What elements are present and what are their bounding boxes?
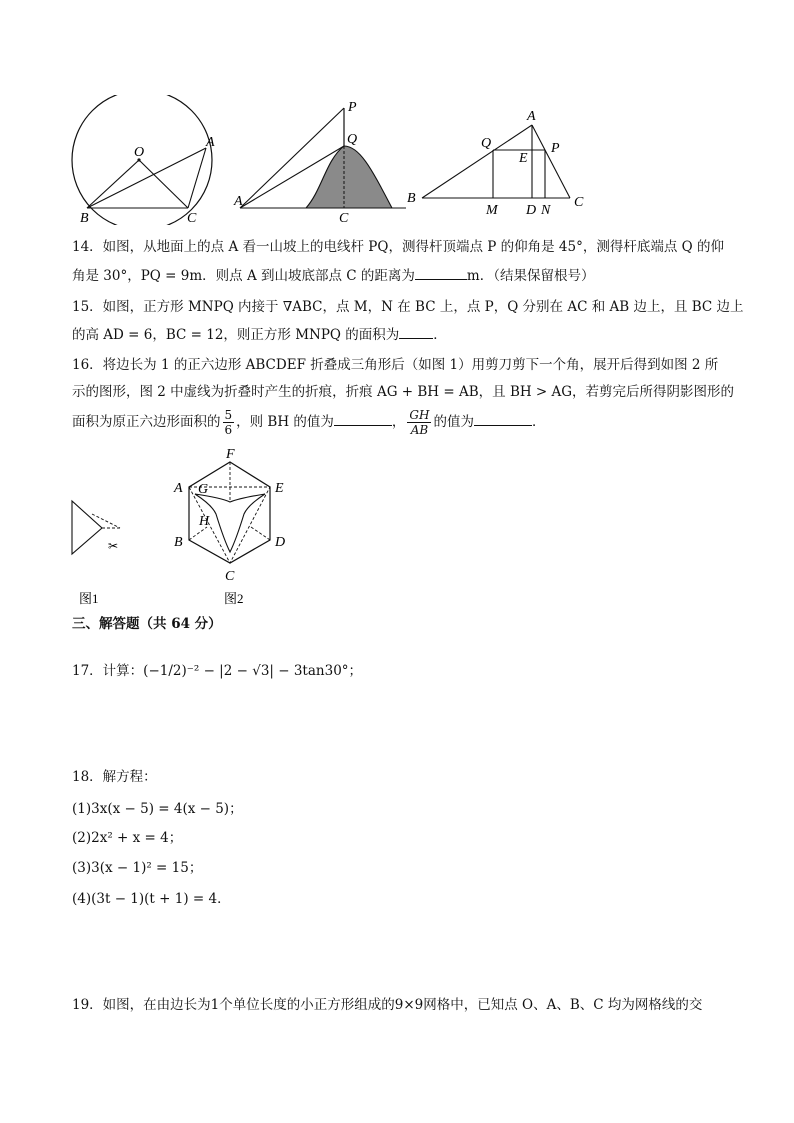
label-d: D — [275, 535, 286, 550]
section3-title: 三、解答题（共 64 分） — [72, 616, 222, 632]
q18-item-2: (2)2x² + x = 4； — [72, 830, 183, 846]
q15-text-b: ． — [433, 327, 447, 343]
label-q: Q — [347, 132, 358, 147]
q16-answer-blank-2[interactable] — [474, 411, 532, 426]
frac2-denominator: AB — [410, 423, 429, 437]
label-p: P — [551, 141, 560, 156]
q14-text-b: m．（结果保留根号） — [466, 268, 595, 284]
label-b: B — [80, 211, 89, 225]
label-h: H — [199, 514, 210, 529]
label-e: E — [519, 151, 528, 166]
q18-item-4: (4)(3t − 1)(t + 1) = 4． — [72, 891, 231, 907]
fraction-gh-ab — [407, 408, 431, 437]
frac2-numerator: GH — [409, 408, 430, 422]
label-c: C — [225, 569, 235, 584]
side-ac — [532, 125, 570, 198]
q18-item-3: (3)3(x − 1)² = 15； — [72, 860, 203, 876]
label-g: G — [198, 482, 209, 497]
q18-title: 18．解方程： — [72, 769, 157, 785]
label-c: C — [187, 211, 197, 225]
segment-ba — [87, 148, 206, 208]
label-o: O — [134, 145, 145, 160]
label-q: Q — [481, 136, 492, 151]
label-b: B — [174, 535, 183, 550]
label-m: M — [486, 203, 498, 218]
q15-line2 — [72, 324, 447, 345]
q15-answer-blank[interactable] — [399, 324, 433, 339]
q16-text-e: ． — [531, 414, 546, 430]
q14-line2 — [72, 265, 594, 286]
label-a: A — [527, 109, 536, 124]
q16-line2: 示的图形，图 2 中虚线为折叠时产生的折痕，折痕 AG + BH = AB，且 BH > AG，若剪完后所得阴影图形的 — [72, 384, 735, 400]
fig1-caption: 图1 — [79, 591, 99, 606]
label-e: E — [275, 481, 284, 496]
q16-text-c: ， — [391, 414, 406, 430]
q16-line3 — [72, 405, 545, 439]
hexagon-outline — [189, 462, 270, 563]
frac1-denominator: 6 — [224, 423, 233, 437]
q16-text-b: ，则 BH 的值为 — [236, 414, 334, 430]
q16-answer-blank-1[interactable] — [334, 411, 392, 426]
frac1-numerator: 5 — [224, 408, 233, 422]
label-c: C — [339, 211, 349, 226]
q14-text-a: 角是 30°，PQ = 9m．则点 A 到山坡底部点 C 的距离为 — [72, 268, 415, 284]
crease-d — [251, 527, 270, 540]
label-b: B — [407, 191, 416, 206]
slope-figure — [228, 95, 410, 230]
segment-ob — [87, 160, 139, 208]
label-a: A — [234, 194, 243, 209]
triangle-figure — [402, 100, 592, 218]
segment-ca — [188, 148, 206, 208]
q16-line1: 16．将边长为 1 的正六边形 ABCDEF 折叠成三角形后（如图 1）用剪刀剪下一个角，展开后得到如图 2 所 — [72, 357, 719, 373]
side-ab — [422, 125, 532, 198]
label-n: N — [541, 203, 551, 218]
q16-text-a: 面积为原正六边形面积的 — [72, 414, 221, 430]
fraction-five-sixths — [223, 408, 235, 437]
q15-line1: 15．如图，正方形 MNPQ 内接于 ∇ABC，点 M，N 在 BC 上，点 P，Q 分别在 AC 和 AB 边上，且 BC 边上 — [72, 299, 744, 315]
q14-line1: 14．如图，从地面上的点 A 看一山坡上的电线杆 PQ，测得杆顶端点 P 的仰角是 45°，测得杆底端点 Q 的仰 — [72, 239, 724, 255]
q19-text: 19．如图，在由边长为1个单位长度的小正方形组成的9×9网格中，已知点 O、A、B、C 均为网格线的交 — [72, 997, 703, 1013]
label-d: D — [526, 203, 537, 218]
scissors-icon: ✂ — [108, 539, 119, 553]
q16-text-d: 的值为 — [433, 414, 474, 430]
label-a: A — [206, 135, 215, 150]
q15-text-a: 的高 AD = 6，BC = 12，则正方形 MNPQ 的面积为 — [72, 327, 400, 343]
label-a: A — [174, 481, 183, 496]
label-p: P — [348, 100, 357, 115]
q17-text: 17．计算：(−1/2)⁻² − |2 − √3| − 3tan30°； — [72, 663, 363, 679]
circle-figure — [60, 95, 230, 225]
cut-line-dashed-1 — [92, 514, 120, 528]
label-f: F — [226, 448, 235, 462]
label-c: C — [574, 195, 584, 210]
hill-shaded — [306, 146, 392, 208]
q14-answer-blank[interactable] — [415, 265, 467, 280]
segment-oc — [139, 160, 188, 208]
fold-figures — [66, 448, 296, 610]
folded-triangle — [72, 501, 102, 554]
q18-item-1: (1)3x(x − 5) = 4(x − 5)； — [72, 801, 243, 817]
fig2-caption: 图2 — [224, 591, 244, 606]
